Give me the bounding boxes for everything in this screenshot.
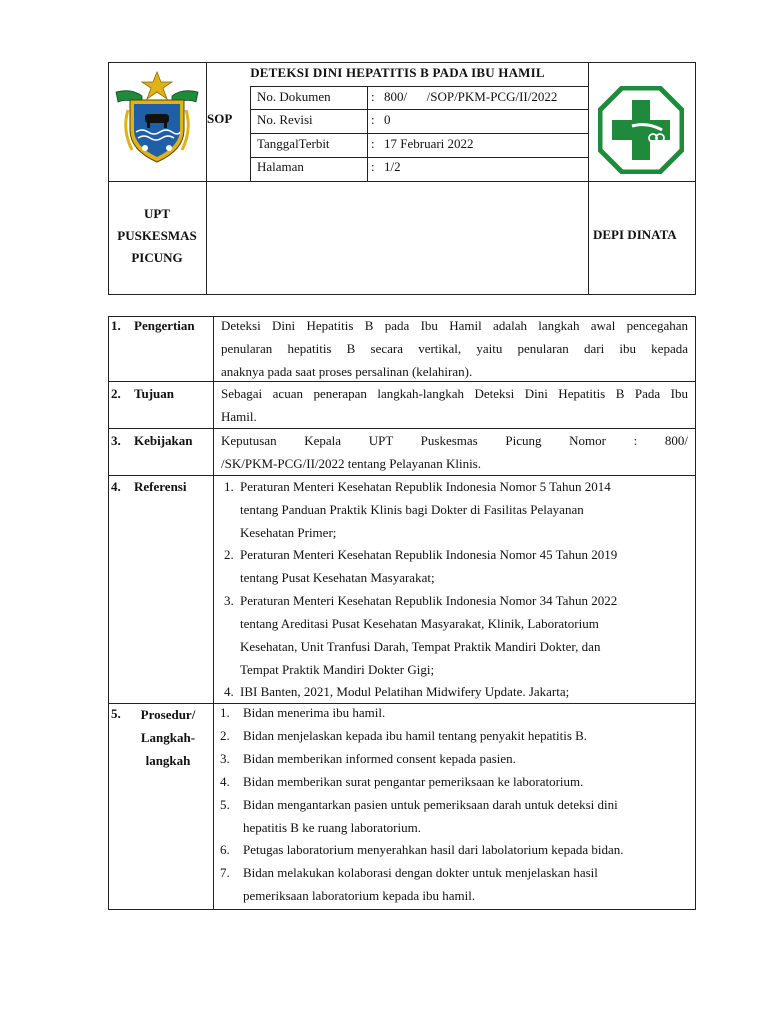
section-5-label-line-1: Prosedur/ bbox=[140, 707, 196, 722]
step-5-number: 5. bbox=[220, 797, 230, 812]
reference-1-line-3: Kesehatan Primer; bbox=[240, 525, 337, 540]
section-3-label: Kebijakan bbox=[134, 433, 193, 448]
section-2-label: Tujuan bbox=[134, 386, 174, 401]
reference-1-line-1: Peraturan Menteri Kesehatan Republik Indonesia Nomor 5 Tahun 2014 bbox=[240, 479, 611, 494]
section-5-label-line-2: Langkah- bbox=[140, 730, 196, 745]
doc-number-colon: : bbox=[371, 89, 375, 104]
section-1-line-2: penularan hepatitis B secara vertikal, yaitu penularan dari ibu kepada bbox=[221, 341, 688, 356]
step-7-line-2: pemeriksaan laboratorium kepada ibu hamil. bbox=[243, 888, 476, 903]
org-line-3: PICUNG bbox=[131, 250, 183, 265]
section-5-number: 5. bbox=[111, 706, 121, 721]
revision-label: No. Revisi bbox=[257, 112, 313, 127]
issue-date-label: TanggalTerbit bbox=[257, 136, 330, 151]
org-line-2: PUSKESMAS bbox=[117, 228, 197, 243]
step-2-line-1: Bidan menjelaskan kepada ibu hamil tentang penyakit hepatitis B. bbox=[243, 728, 588, 743]
revision-colon: : bbox=[371, 112, 375, 127]
page-label: Halaman bbox=[257, 159, 304, 174]
step-5-line-1: Bidan mengantarkan pasien untuk pemeriksaan darah untuk deteksi dini bbox=[243, 797, 618, 812]
step-1-number: 1. bbox=[220, 705, 230, 720]
section-4-number: 4. bbox=[111, 479, 121, 494]
section-4-label: Referensi bbox=[134, 479, 187, 494]
section-2-line-2: Hamil. bbox=[221, 409, 257, 424]
step-7-number: 7. bbox=[220, 865, 230, 880]
section-1-line-3: anaknya pada saat proses persalinan (kelahiran). bbox=[221, 364, 473, 379]
issue-date-value: 17 Februari 2022 bbox=[384, 136, 474, 151]
document-title: DETEKSI DINI HEPATITIS B PADA IBU HAMIL bbox=[250, 65, 545, 80]
reference-3-line-1: Peraturan Menteri Kesehatan Republik Indonesia Nomor 34 Tahun 2022 bbox=[240, 593, 618, 608]
step-6-number: 6. bbox=[220, 842, 230, 857]
revision-value: 0 bbox=[384, 112, 391, 127]
regency-crest-icon bbox=[112, 70, 202, 165]
step-7-line-1: Bidan melakukan kolaborasi dengan dokter untuk menjelaskan hasil bbox=[243, 865, 598, 880]
sop-label: SOP bbox=[207, 111, 233, 126]
reference-1-line-2: tentang Panduan Praktik Klinis bagi Dokter di Fasilitas Pelayanan bbox=[240, 502, 584, 517]
section-1-number: 1. bbox=[111, 318, 121, 333]
step-3-number: 3. bbox=[220, 751, 230, 766]
reference-3-line-2: tentang Areditasi Pusat Kesehatan Masyarakat, Klinik, Laboratorium bbox=[240, 616, 599, 631]
reference-1-number: 1. bbox=[224, 479, 234, 494]
section-1-label: Pengertian bbox=[134, 318, 195, 333]
section-5-label bbox=[110, 703, 210, 772]
reference-3-line-3: Kesehatan, Unit Tranfusi Darah, Tempat Praktik Mandiri Dokter, dan bbox=[240, 639, 601, 654]
section-3-line-1: Keputusan Kepala UPT Puskesmas Picung Nomor : 800/ bbox=[221, 433, 688, 448]
reference-2-line-2: tentang Pusat Kesehatan Masyarakat; bbox=[240, 570, 435, 585]
step-3-line-1: Bidan memberikan informed consent kepada pasien. bbox=[243, 751, 516, 766]
reference-4-number: 4. bbox=[224, 684, 234, 699]
section-5-label-line-3: langkah bbox=[145, 753, 191, 768]
reference-3-number: 3. bbox=[224, 593, 234, 608]
org-line-1: UPT bbox=[144, 206, 170, 221]
reference-2-number: 2. bbox=[224, 547, 234, 562]
doc-number-label: No. Dokumen bbox=[257, 89, 331, 104]
reference-3-line-4: Tempat Praktik Mandiri Dokter Gigi; bbox=[240, 662, 435, 677]
step-6-line-1: Petugas laboratorium menyerahkan hasil dari labolatorium kepada bidan. bbox=[243, 842, 624, 857]
page-value: 1/2 bbox=[384, 159, 401, 174]
step-4-line-1: Bidan memberikan surat pengantar pemeriksaan ke laboratorium. bbox=[243, 774, 584, 789]
reference-4-line-1: IBI Banten, 2021, Modul Pelatihan Midwifery Update. Jakarta; bbox=[240, 684, 570, 699]
doc-number-value: 800/ /SOP/PKM-PCG/II/2022 bbox=[384, 89, 558, 104]
step-1-line-1: Bidan menerima ibu hamil. bbox=[243, 705, 386, 720]
section-2-number: 2. bbox=[111, 386, 121, 401]
section-3-number: 3. bbox=[111, 433, 121, 448]
signatory-name: DEPI DINATA bbox=[593, 227, 677, 242]
organization-name bbox=[108, 203, 206, 269]
step-5-line-2: hepatitis B ke ruang laboratorium. bbox=[243, 820, 421, 835]
page-colon: : bbox=[371, 159, 375, 174]
reference-2-line-1: Peraturan Menteri Kesehatan Republik Indonesia Nomor 45 Tahun 2019 bbox=[240, 547, 618, 562]
section-2-line-1: Sebagai acuan penerapan langkah-langkah Deteksi Dini Hepatitis B Pada Ibu bbox=[221, 386, 688, 401]
step-2-number: 2. bbox=[220, 728, 230, 743]
section-3-line-2: /SK/PKM-PCG/II/2022 tentang Pelayanan Klinis. bbox=[221, 456, 481, 471]
step-4-number: 4. bbox=[220, 774, 230, 789]
issue-date-colon: : bbox=[371, 136, 375, 151]
puskesmas-cross-icon bbox=[598, 86, 684, 174]
section-1-line-1: Deteksi Dini Hepatitis B pada Ibu Hamil adalah langkah awal pencegahan bbox=[221, 318, 688, 333]
